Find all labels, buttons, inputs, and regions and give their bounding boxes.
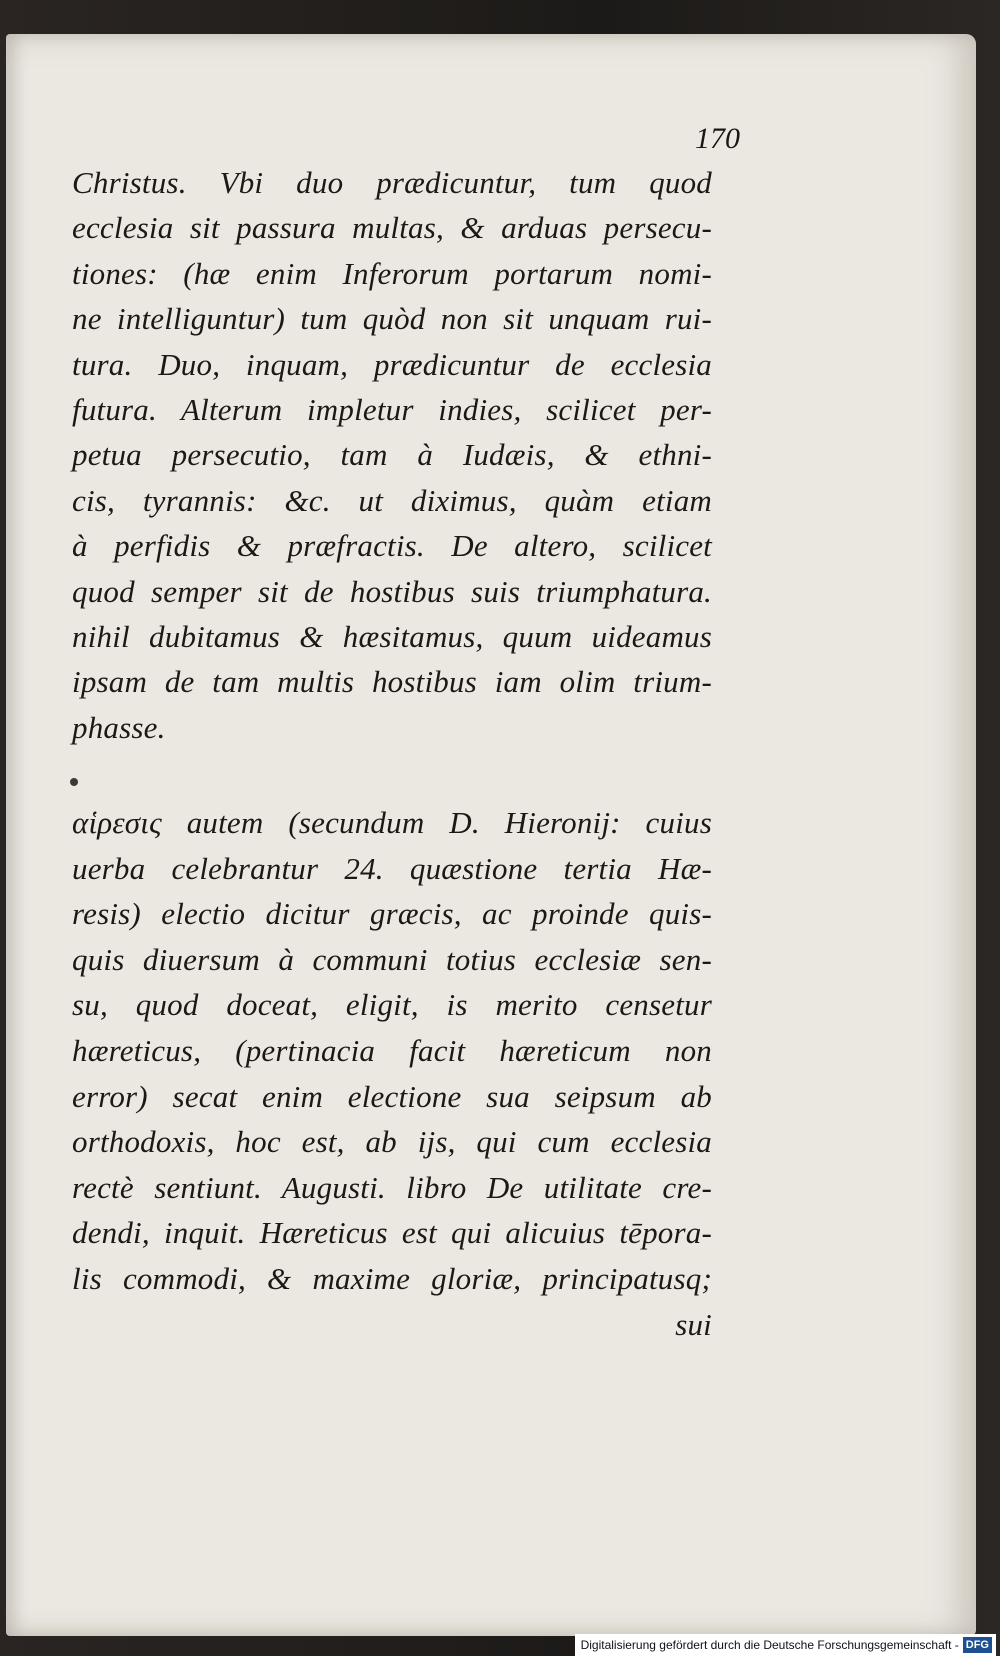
text-line: tiones: (hæ enim Inferorum portarum nomi- xyxy=(72,255,712,291)
text-line: Christus. Vbi duo prædicuntur, tum quod xyxy=(72,165,712,200)
text-line: orthodoxis, hoc est, ab ijs, qui cum ecclesia xyxy=(72,1124,712,1160)
text-line: αἱρεσις autem (secundum D. Hieronij: cuius xyxy=(72,805,712,840)
text-line: lis commodi, & maxime gloriæ, principatusq; xyxy=(72,1260,712,1296)
text-line: ipsam de tam multis hostibus iam olim trium- xyxy=(72,664,712,700)
paragraph-1 xyxy=(72,160,712,750)
paragraph-2 xyxy=(72,800,712,1347)
text-line: phasse. xyxy=(72,709,166,745)
text-line: quis diuersum à communi totius ecclesiæ sen- xyxy=(72,941,712,977)
text-line: ecclesia sit passura multas, & arduas persecu- xyxy=(72,210,712,246)
page-number: 170 xyxy=(695,122,740,155)
text-line: petua persecutio, tam à Iudæis, & ethni- xyxy=(72,437,712,473)
footer-text: Digitalisierung gefördert durch die Deutsche Forschungsgemeinschaft - xyxy=(580,1638,959,1652)
text-line: error) secat enim electione sua seipsum ab xyxy=(72,1078,712,1114)
text-line: à perfidis & præfractis. De altero, scilicet xyxy=(72,528,712,564)
text-line: rectè sentiunt. Augusti. libro De utilitate cre- xyxy=(72,1169,712,1205)
text-line: cis, tyrannis: &c. ut diximus, quàm etiam xyxy=(72,482,712,518)
text-line: su, quod doceat, eligit, is merito censetur xyxy=(72,987,712,1023)
catchword: sui xyxy=(675,1306,712,1342)
text-line: nihil dubitamus & hæsitamus, quum uideamus xyxy=(72,618,712,654)
text-line: ne intelliguntur) tum quòd non sit unquam rui- xyxy=(72,301,712,337)
text-line: uerba celebrantur 24. quæstione tertia Hæ- xyxy=(72,850,712,886)
ink-dot xyxy=(70,778,78,786)
dfg-logo: DFG xyxy=(963,1637,992,1653)
text-line: futura. Alterum impletur indies, scilicet per- xyxy=(72,391,712,427)
text-line: tura. Duo, inquam, prædicuntur de ecclesia xyxy=(72,346,712,382)
text-line: quod semper sit de hostibus suis triumphatura. xyxy=(72,573,712,609)
text-line: hæreticus, (pertinacia facit hæreticum non xyxy=(72,1032,712,1068)
text-line: resis) electio dicitur græcis, ac proinde quis- xyxy=(72,896,712,932)
footer-credit xyxy=(575,1634,996,1656)
text-line: dendi, inquit. Hæreticus est qui alicuius tēpora- xyxy=(72,1215,712,1251)
